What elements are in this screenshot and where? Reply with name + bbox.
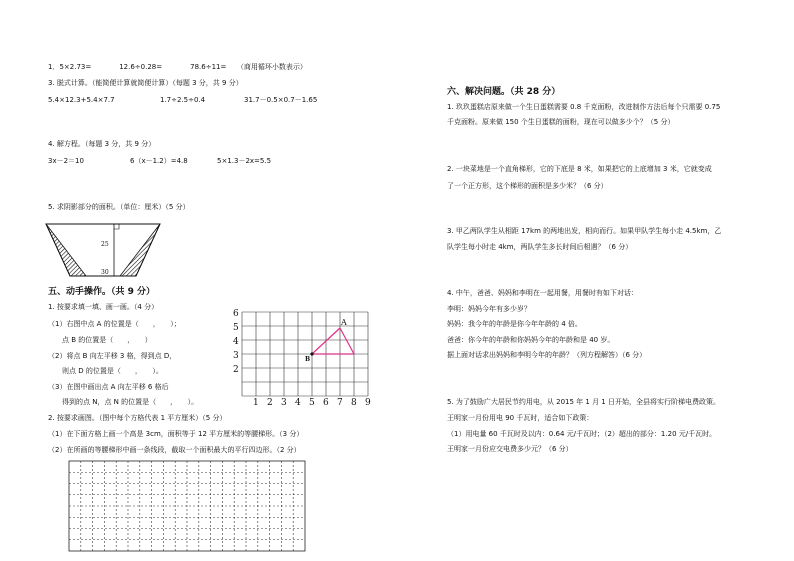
drawing-grid <box>68 460 306 552</box>
q4-item-3: 5×1.3－2x=5.5 <box>217 157 272 165</box>
q4r-line-2: 李明：妈妈今年有多少岁？ <box>447 305 531 313</box>
q5-title: 5. 求阴影部分的面积。（单位：厘米）（5 分） <box>48 203 190 211</box>
q3r-line-1: 3. 甲乙两队学生从相距 17km 的两地出发，相向而行。如果甲队学生每小走 4.5km，乙 <box>447 227 722 235</box>
trapezoid-figure <box>44 222 164 282</box>
p1-line-2: 点 B 的位置是（ ， ） <box>48 336 152 344</box>
point-b <box>310 352 313 355</box>
y-tick-label: 3 <box>233 351 239 361</box>
calc-line-1: 1．5×2.73= 12.6÷0.28= 78.6÷11= （商用循环小数表示） <box>48 63 307 71</box>
q4-item-1: 3x－2＝10 <box>48 157 84 165</box>
right-angle-mark <box>114 224 119 229</box>
q2-line-1: 2. 一块菜地是一个直角梯形，它的下底是 8 米，如果把它的上底增加 3 米，它就变成 <box>447 165 712 173</box>
q1-line-2: 千克面粉。原来做 150 个生日蛋糕的面粉，现在可以做多少个？（5 分） <box>447 118 675 126</box>
q4r-line-4: 爸爸：你今年的年龄和你妈妈今年的年龄和是 40 岁。 <box>447 336 615 344</box>
p1-line-4: 则点 D 的位置是（ ， ）。 <box>48 367 163 375</box>
section-5-title: 五、动手操作。（共 9 分） <box>48 287 156 297</box>
p2-line-1: （1）在下面方格上画一个高是 3cm，面积等于 12 平方厘米的等腰梯形。（3 分） <box>48 430 304 438</box>
coordinate-grid <box>228 306 371 408</box>
base-label: 30 <box>101 269 109 276</box>
p1-line-6: 得到的点 N，点 N 的位置是（ ， ）。 <box>48 398 199 406</box>
p1-line-5: （3）在图中画出点 A 向左平移 6 格后 <box>48 383 169 391</box>
x-tick-label: 5 <box>309 398 315 408</box>
q1-line-1: 1. 玖玖蛋糕店原来做一个生日蛋糕需要 0.8 千克面粉，改进制作方法后每个只需要 0.75 <box>447 103 721 111</box>
x-tick-label: 4 <box>295 398 301 408</box>
q5r-line-3: （1）用电量 60 千瓦时及以内：0.64 元/千瓦时；（2）超出的部分：1.20 元/千瓦时。 <box>447 430 717 438</box>
q3-item-1: 5.4×12.3+5.4×7.7 <box>48 96 115 104</box>
q2-line-2: 了一个正方形，这个梯形的面积是多少米？（6 分） <box>447 182 608 190</box>
q5r-line-2: 王明家一月份用电 90 千瓦时，适合如下政策： <box>447 414 594 422</box>
p2-title: 2. 按要求画图。（图中每个方格代表 1 平方厘米）（5 分） <box>48 414 227 422</box>
q4-item-2: 6（x－1.2）=4.8 <box>130 157 188 165</box>
q5r-line-1: 5. 为了鼓励广大居民节约用电，从 2015 年 1 月 1 日开始，全县将实行阶梯电费政策。 <box>447 398 720 406</box>
x-tick-label: 3 <box>281 398 287 408</box>
section-6-title: 六、解决问题。（共 28 分） <box>447 87 561 97</box>
q4r-line-3: 妈妈：我今年的年龄是你今年年龄的 4 倍。 <box>447 320 582 328</box>
y-tick-label: 6 <box>233 309 239 319</box>
label-a: A <box>341 318 347 327</box>
y-tick-label: 4 <box>233 337 239 347</box>
q4-title: 4. 解方程。（每题 3 分，共 9 分） <box>48 140 156 148</box>
y-tick-label: 2 <box>233 365 239 375</box>
label-b: B <box>305 356 311 363</box>
p1-title: 1. 按要求填一填、画一画。（4 分） <box>48 303 159 311</box>
height-label: 25 <box>101 241 109 248</box>
x-tick-label: 2 <box>267 398 273 408</box>
q3-item-3: 31.7－0.5×0.7－1.65 <box>244 96 318 104</box>
x-tick-label: 7 <box>337 398 343 408</box>
q3r-line-2: 队学生每小时走 4km，两队学生多长时间后相遇？（6 分） <box>447 243 633 251</box>
q4r-line-1: 4. 中午，爸爸、妈妈和李明在一起用餐，用餐时有如下对话： <box>447 289 638 297</box>
p1-line-1: （1）右图中点 A 的位置是（ ， ）； <box>48 320 181 328</box>
p1-line-3: （2）将点 B 向左平移 3 格，得到点 D， <box>48 352 177 360</box>
x-tick-label: 9 <box>365 398 371 408</box>
x-tick-label: 6 <box>323 398 329 408</box>
q3-title: 3. 脱式计算。（能简便计算就简便计算）（每题 3 分，共 9 分） <box>48 79 243 87</box>
x-tick-label: 8 <box>351 398 357 408</box>
y-tick-label: 5 <box>233 323 239 333</box>
q4r-line-5: 据上面对话求出妈妈和李明今年的年龄？（列方程解答）（6 分） <box>447 351 647 359</box>
q5r-line-4: 王明家一月份应交电费多少元？（6 分） <box>447 445 573 453</box>
x-tick-label: 1 <box>253 398 259 408</box>
q3-item-2: 1.7÷2.5÷0.4 <box>160 96 206 104</box>
p2-line-2: （2）在所画的等腰梯形中画一条线段，截取一个面积最大的平行四边形。（2 分） <box>48 446 301 454</box>
segment-a-down <box>340 328 354 354</box>
